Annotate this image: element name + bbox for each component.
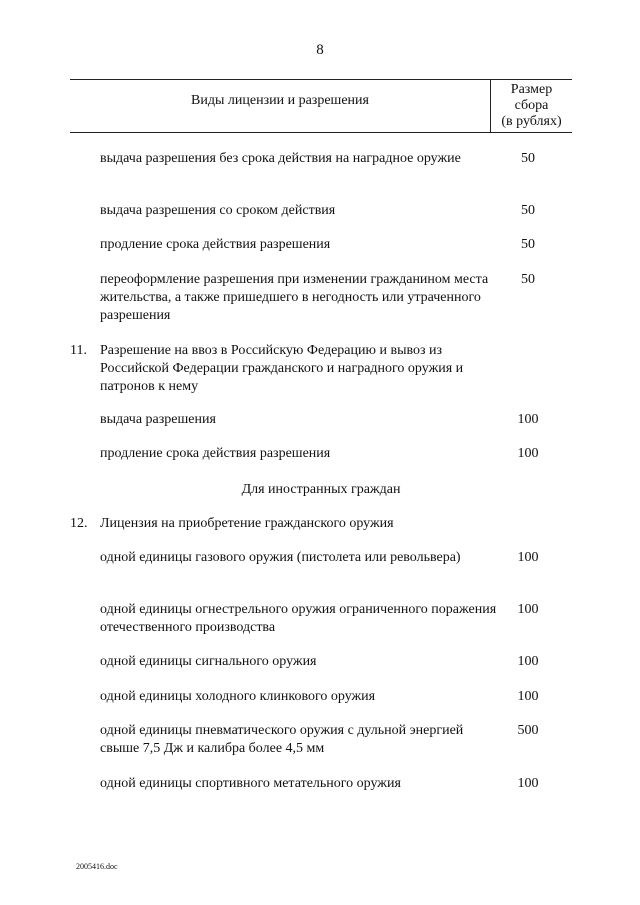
row-text: одной единицы сигнального оружия — [100, 654, 317, 669]
row-fee: 100 — [517, 602, 539, 617]
row-fee: 100 — [517, 446, 539, 461]
row-fee: 100 — [517, 689, 539, 704]
row-number: 12. — [70, 516, 88, 531]
header-kinds-label: Виды лицензии и разрешения — [191, 93, 369, 108]
row-fee: 100 — [517, 654, 539, 669]
header-fee-line: Размер — [510, 82, 553, 97]
row-text: выдача разрешения — [100, 412, 216, 427]
row-text: одной единицы огнестрельного оружия ограниченного поражения отечественного производства — [100, 602, 497, 635]
row-number: 11. — [70, 343, 87, 358]
row-text: Разрешение на ввоз в Российскую Федерацию и вывоз из Российской Федерации гражданского и наградного оружия и патронов к нему — [100, 343, 464, 394]
row-text: выдача разрешения со сроком действия — [100, 203, 336, 218]
header-fee-line: (в рублях) — [501, 114, 562, 129]
row-fee: 100 — [517, 550, 539, 565]
row-text: одной единицы спортивного метательного оружия — [100, 776, 401, 791]
page-number: 8 — [316, 42, 324, 58]
row-text: одной единицы холодного клинкового оружия — [100, 689, 376, 704]
row-text: Лицензия на приобретение гражданского оружия — [100, 516, 394, 531]
row-text: одной единицы пневматического оружия с дульной энергией свыше 7,5 Дж и калибра более 4,5 мм — [100, 723, 464, 756]
row-fee: 100 — [517, 412, 539, 427]
row-text: одной единицы газового оружия (пистолета или револьвера) — [100, 550, 461, 565]
row-fee: 50 — [521, 237, 535, 252]
section-title: Для иностранных граждан — [241, 482, 401, 497]
row-text: продление срока действия разрешения — [100, 446, 331, 461]
header-fee-line: сбора — [514, 98, 549, 113]
row-fee: 500 — [517, 723, 539, 738]
row-fee: 100 — [517, 776, 539, 791]
row-text: выдача разрешения без срока действия на наградное оружие — [100, 151, 461, 166]
row-fee: 50 — [521, 203, 535, 218]
header-fee-label — [491, 82, 572, 130]
row-fee: 50 — [521, 151, 535, 166]
table-header — [70, 79, 572, 133]
row-text: переоформление разрешения при изменении гражданином места жительства, а также пришедшего в негодность или утраченного разрешения — [100, 272, 489, 323]
row-fee: 50 — [521, 272, 535, 287]
row-text: продление срока действия разрешения — [100, 237, 331, 252]
document-filename: 2005416.doc — [76, 862, 118, 871]
